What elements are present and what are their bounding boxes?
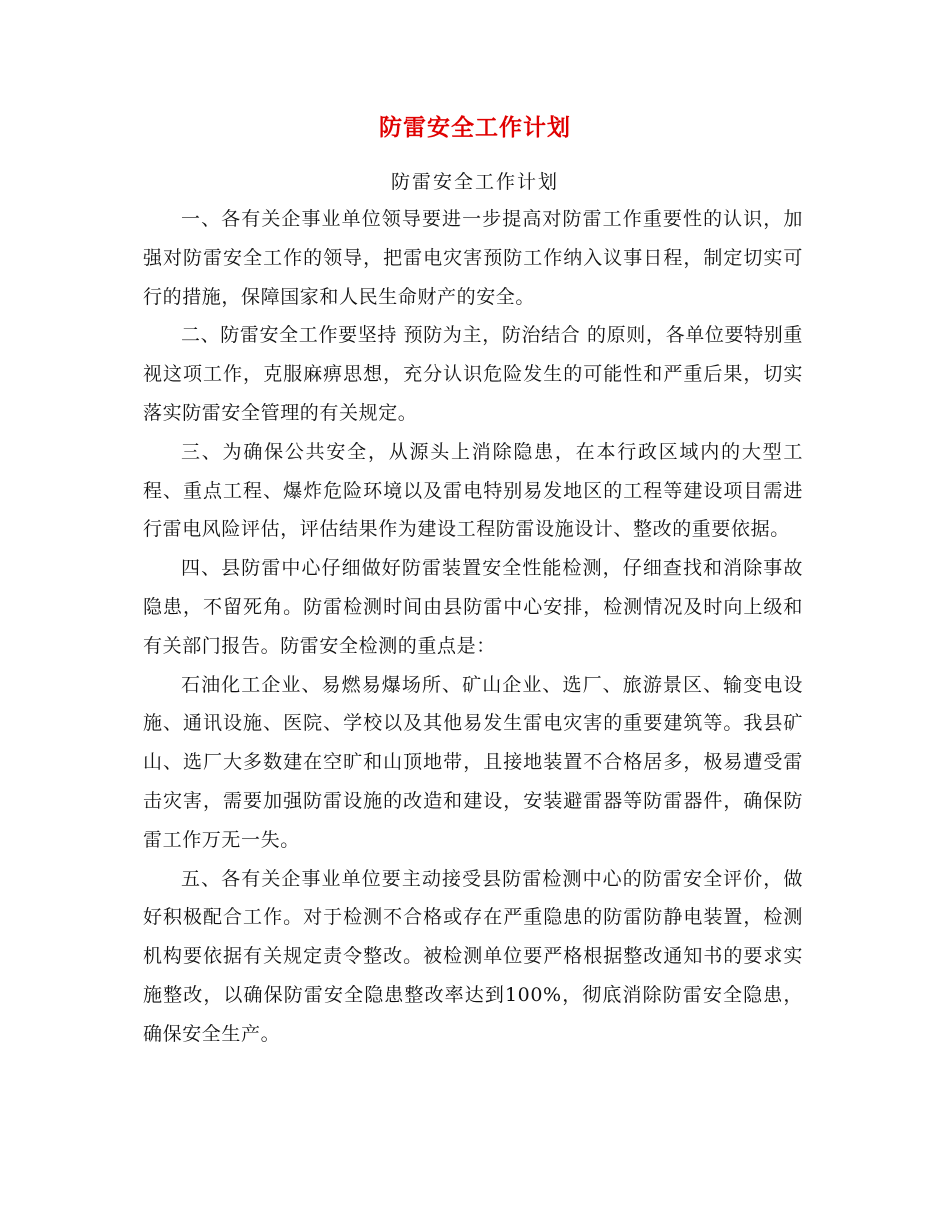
paragraph-5: 石油化工企业、易燃易爆场所、矿山企业、选厂、旅游景区、输变电设施、通讯设施、医院、学校以及其他易发生雷电灾害的重要建筑等。我县矿山、选厂大多数建在空旷和山顶地带，且接地装置不合格居多，极易遭受雷击灾害，需要加强防雷设施的改造和建设，安装避雷器等防雷器件，确保防雷工作万无一失。 [143,673,803,851]
document-title: 防雷安全工作计划 [379,114,571,141]
paragraph-1: 一、各有关企事业单位领导要进一步提高对防雷工作重要性的认识，加强对防雷安全工作的领导，把雷电灾害预防工作纳入议事日程，制定切实可行的措施，保障国家和人民生命财产的安全。 [143,208,803,308]
document-body [143,200,803,1054]
paragraph-6: 五、各有关企事业单位要主动接受县防雷检测中心的防雷安全评价，做好积极配合工作。对于检测不合格或存在严重隐患的防雷防静电装置，检测机构要依据有关规定责令整改。被检测单位要严格根据整改通知书的要求实施整改，以确保防雷安全隐患整改率达到100%，彻底消除防雷安全隐患，确保安全生产。 [143,867,803,1045]
paragraph-4: 四、县防雷中心仔细做好防雷装置安全性能检测，仔细查找和消除事故隐患，不留死角。防雷检测时间由县防雷中心安排，检测情况及时向上级和有关部门报告。防雷安全检测的重点是： [143,557,803,657]
paragraph-3: 三、为确保公共安全，从源头上消除隐患，在本行政区域内的大型工程、重点工程、爆炸危险环境以及雷电特别易发地区的工程等建设项目需进行雷电风险评估，评估结果作为建设工程防雷设施设计、整改的重要依据。 [143,440,803,541]
paragraph-2: 二、防雷安全工作要坚持 预防为主，防治结合 的原则，各单位要特别重视这项工作，克服麻痹思想，充分认识危险发生的可能性和严重后果，切实落实防雷安全管理的有关规定。 [143,324,803,424]
document-subtitle: 防雷安全工作计划 [390,171,559,193]
